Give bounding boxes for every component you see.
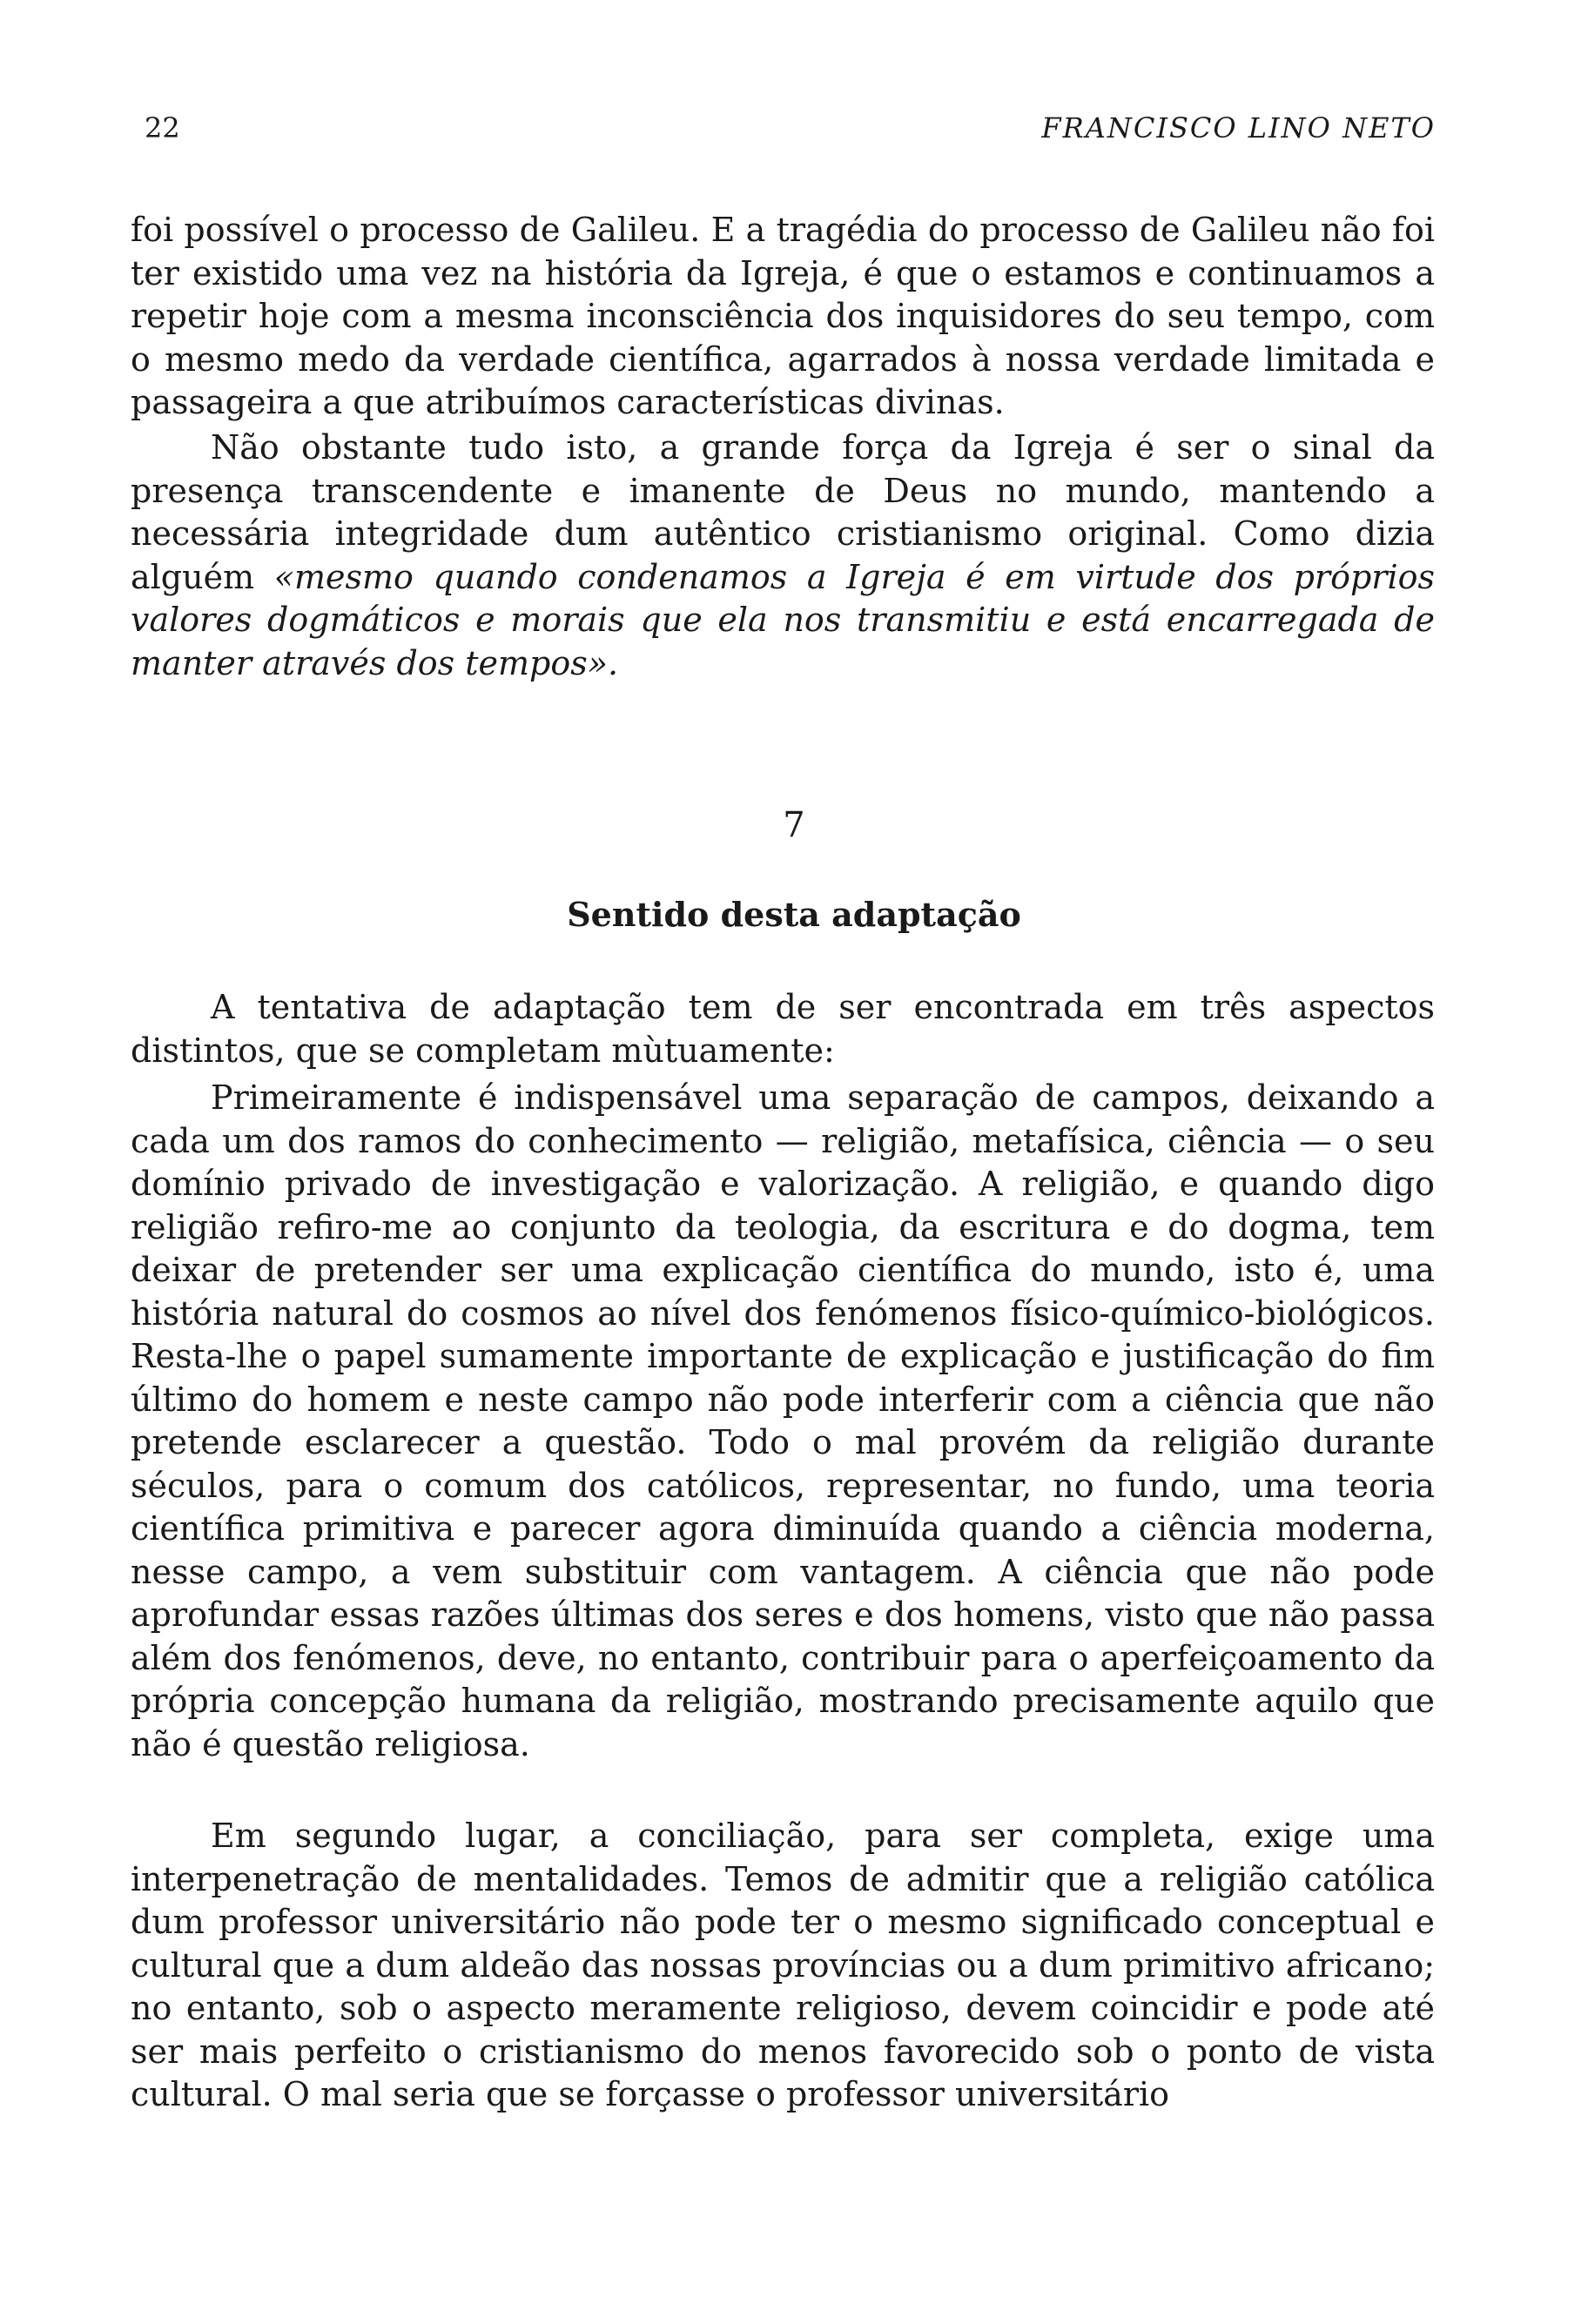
paragraph-three-aspects: A tentativa de adaptação tem de ser encontrada em três aspectos distintos, que se completam mùtuamente: [131,988,1435,1070]
section-title: Sentido desta adaptação [567,895,1021,934]
italic-quote: «mesmo quando condenamos a Igreja é em virtude dos próprios valores dogmáticos e morais que ela nos transmitiu e está encarregada de manter através dos tempos». [131,557,1435,682]
paragraph-church-strength [131,427,1435,685]
section-number: 7 [783,805,805,845]
paragraph-first-aspect: Primeiramente é indispensável uma separação de campos, deixando a cada um dos ramos do conhecimento — religião, metafísica, ciência — o seu domínio privado de investigação e valorização. A religião, e quando digo religião refiro-me ao conjunto da teologia, da escritura e do dogma, tem deixar de pretender ser uma explicação científica do mundo, isto é, uma história natural do cosmos ao nível dos fenómenos físico-químico-biológicos. Resta-lhe o papel sumamente importante de explicação e justificação do fim último do homem e neste campo não pode interferir com a ciência que não pretende esclarecer a questão. Todo o mal provém da religião durante séculos, para o comum dos católicos, representar, no fundo, uma teoria científica primitiva e parecer agora diminuída quando a ciência moderna, nesse campo, a vem substituir com vantagem. A ciência que não pode aprofundar essas razões últimas dos seres e dos homens, visto que não passa além dos fenómenos, deve, no entanto, contribuir para o aperfeiçoamento da própria concepção humana da religião, mostrando precisamente aquilo que não é questão religiosa. [131,1078,1435,1763]
paragraph-second-aspect: Em segundo lugar, a conciliação, para ser completa, exige uma interpenetração de mentalidades. Temos de admitir que a religião católica dum professor universitário não pode ter o mesmo significado conceptual e cultural que a dum aldeão das nossas províncias ou a dum primitivo africano; no entanto, sob o aspecto meramente religioso, devem coincidir e pode até ser mais perfeito o cristianismo do menos favorecido sob o ponto de vista cultural. O mal seria que se forçasse o professor universitário [131,1817,1435,2113]
page-number: 22 [145,111,180,144]
running-title: FRANCISCO LINO NETO [1041,111,1436,144]
paragraph-intro-text: Não obstante tudo isto, a grande força da Igreja é ser o sinal da presença transcendente e imanente de Deus no mundo, mantendo a necessária integridade dum autêntico cristianismo original. Como dizia alguém [131,428,1435,596]
paragraph-continuation: foi possível o processo de Galileu. E a tragédia do processo de Galileu não foi ter existido uma vez na história da Igreja, é que o estamos e continuamos a repetir hoje com a mesma inconsciência dos inquisidores do seu tempo, com o mesmo medo da verdade científica, agarrados à nossa verdade limitada e passageira a que atribuímos características divinas. [131,211,1435,421]
running-head [145,111,1436,146]
